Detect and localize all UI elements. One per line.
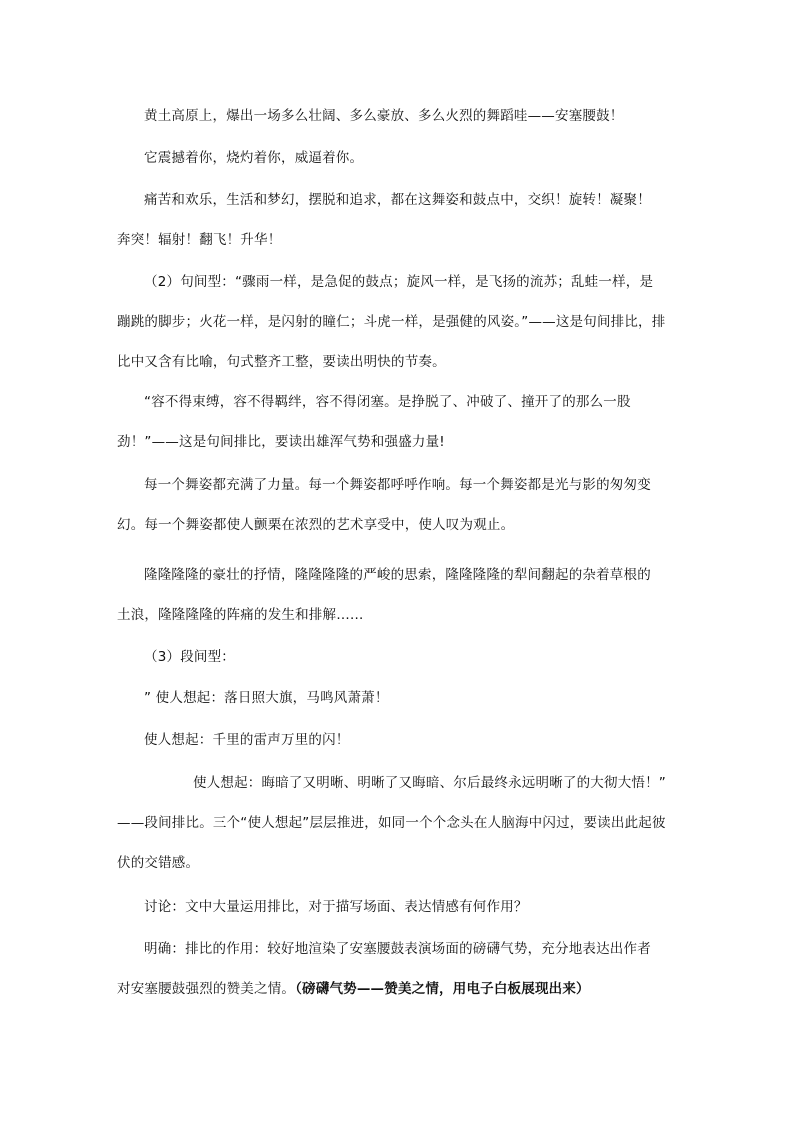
paragraph-13-line-2 [117,969,677,1009]
paragraph-13-bold-note: （磅礴气势——赞美之情，用电子白板展现出来） [295,981,590,997]
paragraph-7-line-1: 隆隆隆隆的豪壮的抒情，隆隆隆隆的严峻的思索，隆隆隆隆的犁间翻起的杂着草根的 [144,567,651,583]
paragraph-3-line-2: 奔突！辐射！翻飞！升华！ [117,232,282,248]
paragraph-6-line-1: 每一个舞姿都充满了力量。每一个舞姿都呼呼作响。每一个舞姿都是光与影的匆匆变 [144,477,651,493]
paragraph-9 [117,678,677,718]
paragraph-11 [117,763,677,883]
paragraph-3-line-1: 痛苦和欢乐，生活和梦幻，摆脱和追求，都在这舞姿和鼓点中，交织！旋转！凝聚！ [144,192,651,208]
paragraph-13 [117,929,677,1009]
paragraph-4-line-1: （2）句间型：“骤雨一样，是急促的鼓点；旋风一样，是飞扬的流苏；乱蛙一样，是 [144,274,654,290]
paragraph-3 [117,180,677,260]
paragraph-11-line-3: 伏的交错感。 [117,855,200,871]
paragraph-5-line-2: 劲！”——这是句间排比，要读出雄浑气势和强盛力量! [117,434,445,450]
paragraph-11-line-1: 使人想起：晦暗了又明晰、明晰了又晦暗、尔后最终永远明晰了的大彻大悟！” [193,775,666,791]
paragraph-2 [117,138,677,178]
paragraph-13-line-1: 明确：排比的作用：较好地渲染了安塞腰鼓表演场面的磅礴气势，充分地表达出作者 [144,941,651,957]
paragraph-12-text: 讨论：文中大量运用排比，对于描写场面、表达情感有何作用？ [144,899,528,915]
paragraph-4 [117,262,677,382]
paragraph-5-line-1: “容不得束缚，容不得羁绊，容不得闭塞。是挣脱了、冲破了、撞开了的那么一股 [144,394,631,410]
paragraph-1-text: 黄土高原上，爆出一场多么壮阔、多么豪放、多么火烈的舞蹈哇——安塞腰鼓！ [144,108,624,124]
paragraph-6 [117,465,677,545]
paragraph-5 [117,382,677,462]
paragraph-12 [117,887,677,927]
paragraph-8-text: （3）段间型： [144,649,235,665]
paragraph-10 [117,720,677,760]
paragraph-13-plain-tail: 对安塞腰鼓强烈的赞美之情。 [117,981,296,997]
paragraph-2-text: 它震撼着你，烧灼着你，威逼着你。 [144,150,364,166]
paragraph-7-line-2: 土浪，隆隆隆隆的阵痛的发生和排解…… [117,607,364,623]
paragraph-11-line-2: ——段间排比。三个“使人想起”层层推进，如同一个个念头在人脑海中闪过，要读出此起彼 [117,815,666,831]
paragraph-6-line-2: 幻。每一个舞姿都使人颤栗在浓烈的艺术享受中，使人叹为观止。 [117,517,515,533]
paragraph-10-text: 使人想起：千里的雷声万里的闪！ [144,732,350,748]
paragraph-9-text: ” 使人想起：落日照大旗，马鸣风萧萧！ [144,690,389,706]
paragraph-1 [117,96,677,136]
paragraph-4-line-3: 比中又含有比喻，句式整齐工整，要读出明快的节奏。 [117,354,446,370]
paragraph-8 [117,637,677,677]
paragraph-7 [117,555,677,635]
paragraph-4-line-2: 蹦跳的脚步；火花一样，是闪射的瞳仁；斗虎一样，是强健的风姿。”——这是句间排比，排 [117,314,666,330]
